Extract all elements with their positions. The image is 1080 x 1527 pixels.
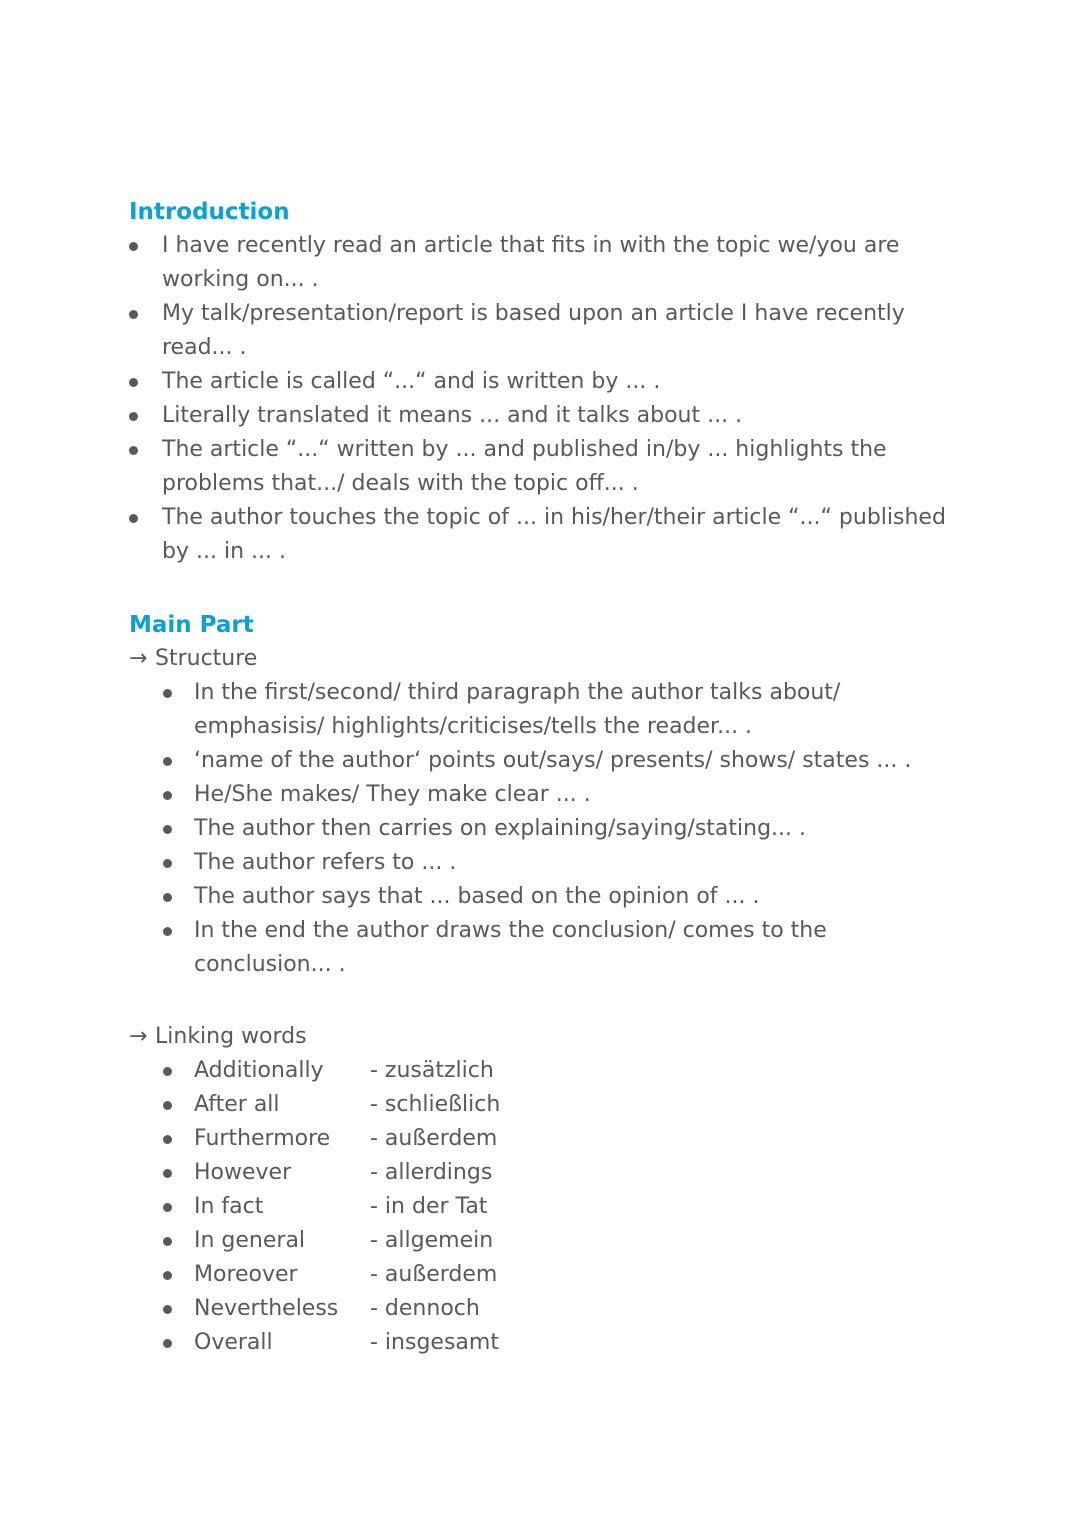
linking-translation: - insgesamt [370, 1330, 499, 1355]
list-item [129, 1122, 959, 1156]
list-item: The author touches the topic of ... in his/her/their article “...“ published by ... in ... . [129, 501, 959, 569]
linking-translation: - allerdings [370, 1160, 493, 1185]
linking-word: Furthermore [194, 1126, 331, 1151]
list-item: The article is called “...“ and is written by ... . [129, 365, 959, 399]
list-item: The author then carries on explaining/saying/stating... . [129, 812, 959, 846]
linking-translation: - außerdem [370, 1126, 498, 1151]
list-item: The author says that ... based on the opinion of ... . [129, 880, 959, 914]
linking-word: Additionally [194, 1058, 324, 1083]
linking-word: Nevertheless [194, 1296, 339, 1321]
structure-subheading [129, 642, 959, 676]
list-item: I have recently read an article that fits in with the topic we/you are working on... . [129, 229, 959, 297]
linking-translation: - in der Tat [370, 1194, 488, 1219]
linking-translation: - schließlich [370, 1092, 501, 1117]
list-item: The article “...“ written by ... and published in/by ... highlights the problems that.../ deals with the topic off... . [129, 433, 959, 501]
introduction-list [129, 229, 959, 569]
linking-word: In general [194, 1228, 306, 1253]
list-item [129, 1088, 959, 1122]
list-item [129, 1190, 959, 1224]
arrow-right-icon: → [129, 646, 148, 671]
list-item [129, 1156, 959, 1190]
linking-word: However [194, 1160, 292, 1185]
linking-word: After all [194, 1092, 280, 1117]
linking-words-label: Linking words [155, 1024, 307, 1049]
structure-list [129, 676, 959, 982]
linking-word: Overall [194, 1330, 273, 1355]
list-item [129, 1326, 959, 1360]
linking-translation: - allgemein [370, 1228, 494, 1253]
list-item: My talk/presentation/report is based upon an article I have recently read... . [129, 297, 959, 365]
arrow-right-icon: → [129, 1024, 148, 1049]
list-item: The author refers to ... . [129, 846, 959, 880]
linking-translation: - dennoch [370, 1296, 480, 1321]
list-item: In the first/second/ third paragraph the author talks about/ emphasisis/ highlights/criticises/tells the reader... . [129, 676, 959, 744]
list-item [129, 1224, 959, 1258]
introduction-heading: Introduction [129, 199, 290, 225]
linking-translation: - zusätzlich [370, 1058, 494, 1083]
main-part-heading: Main Part [129, 612, 254, 638]
list-item [129, 1054, 959, 1088]
list-item: In the end the author draws the conclusion/ comes to the conclusion... . [129, 914, 959, 982]
list-item: ‘name of the author‘ points out/says/ presents/ shows/ states ... . [129, 744, 959, 778]
list-item [129, 1292, 959, 1326]
document-page [129, 196, 959, 1360]
linking-translation: - außerdem [370, 1262, 498, 1287]
list-item: He/She makes/ They make clear ... . [129, 778, 959, 812]
list-item [129, 1258, 959, 1292]
linking-word: In fact [194, 1194, 264, 1219]
structure-label: Structure [155, 646, 258, 671]
linking-words-subheading [129, 1020, 959, 1054]
linking-words-list [129, 1054, 959, 1360]
linking-word: Moreover [194, 1262, 298, 1287]
list-item: Literally translated it means ... and it talks about ... . [129, 399, 959, 433]
